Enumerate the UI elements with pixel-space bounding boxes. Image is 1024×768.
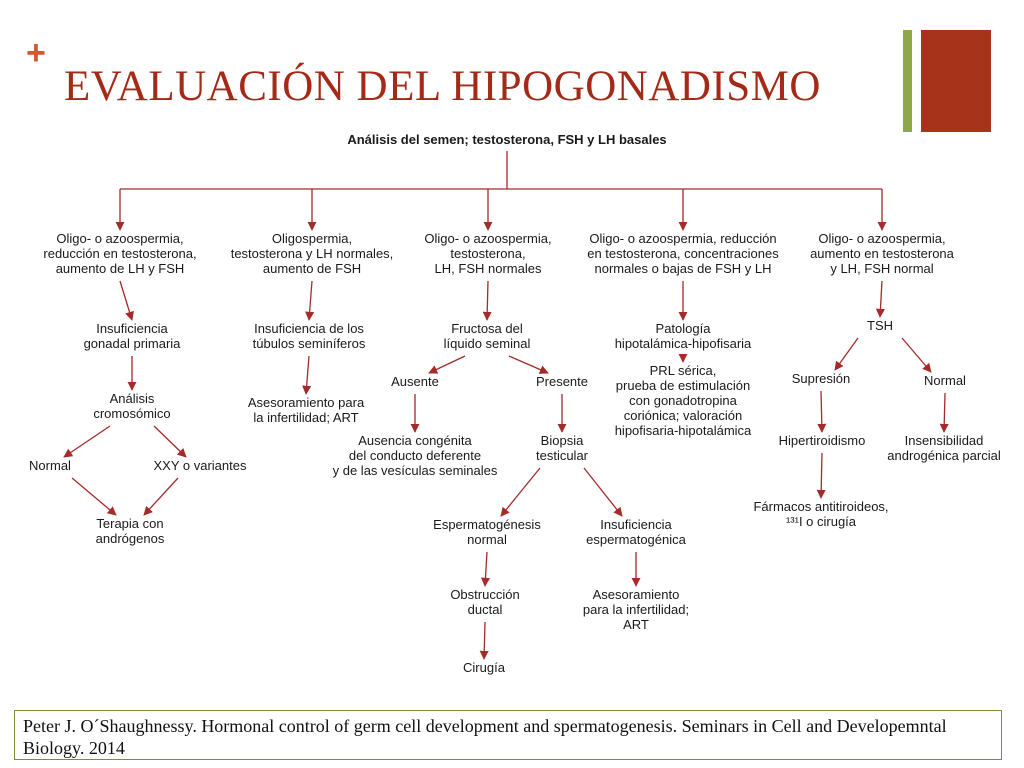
flow-node-c2-a bbox=[253, 321, 366, 351]
flow-node-c1-a bbox=[84, 321, 182, 351]
flow-edge-c3_biopsia-to-c3_insuf bbox=[584, 468, 622, 516]
flow-node-text: XXY o variantes bbox=[153, 458, 247, 473]
flow-node-c3-biopsia bbox=[536, 433, 589, 463]
flow-node-c5-supr bbox=[792, 371, 851, 386]
citation-box: Peter J. O´Shaughnessy. Hormonal control of germ cell development and spermatogenesis. Seminars in Cell and Developemntal Biology. 2014 bbox=[14, 710, 1002, 760]
flow-node-c2-b bbox=[248, 395, 365, 425]
flow-node-c5-insens bbox=[887, 433, 1001, 463]
flow-node-text: y LH, FSH normal bbox=[830, 261, 934, 276]
flow-node-text: ART bbox=[623, 617, 649, 632]
flow-node-c3 bbox=[424, 231, 551, 276]
flow-node-c5-normal bbox=[924, 373, 966, 388]
flow-node-text: Oligo- o azoospermia, bbox=[818, 231, 946, 246]
flow-node-text: Normal bbox=[924, 373, 966, 388]
flow-node-text: Oligospermia, bbox=[271, 231, 353, 246]
flow-node-text: Insuficiencia de los bbox=[254, 321, 364, 336]
flow-node-c5-hiper bbox=[779, 433, 866, 448]
flow-node-c1-xxy bbox=[154, 458, 247, 473]
flow-node-text: ductal bbox=[467, 602, 503, 617]
flow-edge-c1_b-to-c1_normal bbox=[64, 426, 110, 457]
flow-node-text: Terapia con bbox=[96, 516, 164, 531]
flow-node-text: para la infertilidad; bbox=[582, 602, 690, 617]
flow-edge-c5_supr-to-c5_hiper bbox=[821, 391, 822, 432]
flow-node-text: Fármacos antitiroideos, bbox=[753, 499, 889, 514]
flow-node-c3-asesor bbox=[583, 587, 689, 632]
flow-edge-c5_hiper-to-c5_farm bbox=[821, 453, 822, 498]
flow-node-text: Insuficiencia bbox=[600, 517, 672, 532]
flow-edge-c3_a-to-c3_presente bbox=[509, 356, 548, 373]
flow-node-c3-aus-res bbox=[333, 433, 498, 478]
flow-node-text: PRL sérica, bbox=[649, 363, 717, 378]
flow-node-c4-a bbox=[615, 321, 752, 351]
flow-node-c1-b bbox=[93, 391, 170, 421]
flow-node-text: Obstrucción bbox=[450, 587, 520, 602]
flow-node-c3-insuf bbox=[586, 517, 686, 547]
flow-node-text: túbulos seminíferos bbox=[252, 336, 366, 351]
flow-edge-c3_obstr-to-c3_cirugia bbox=[484, 622, 485, 659]
flow-node-text: aumento de FSH bbox=[262, 261, 362, 276]
flow-node-text: en testosterona, concentraciones bbox=[587, 246, 779, 261]
flow-edge-c1_b-to-c1_xxy bbox=[154, 426, 186, 457]
flow-node-text: Asesoramiento para bbox=[247, 395, 365, 410]
flow-node-text: prueba de estimulación bbox=[615, 378, 751, 393]
flow-node-text: Cirugía bbox=[463, 660, 505, 675]
flow-node-c1-normal bbox=[29, 458, 71, 473]
flow-edge-c1_normal-to-c1_terapia bbox=[72, 478, 116, 515]
flow-node-c3-presente bbox=[536, 374, 588, 389]
flow-node-text: líquido seminal bbox=[443, 336, 531, 351]
flow-node-text: Supresión bbox=[791, 371, 851, 386]
flow-node-text: hipotalámica-hipofisaria bbox=[614, 336, 752, 351]
plus-icon: + bbox=[26, 34, 46, 72]
flow-node-text: TSH bbox=[867, 318, 893, 333]
flow-node-c4 bbox=[587, 231, 779, 276]
flow-node-text: Insuficiencia bbox=[96, 321, 168, 336]
flow-node-c1-terapia bbox=[96, 516, 165, 546]
flow-node-c5 bbox=[810, 231, 955, 276]
flow-edge-c3_biopsia-to-c3_esperm bbox=[501, 468, 540, 516]
flow-node-text: Ausencia congénita bbox=[358, 433, 472, 448]
flow-node-text: Insensibilidad bbox=[904, 433, 984, 448]
flow-node-text: androgénica parcial bbox=[887, 448, 1001, 463]
flow-node-text: Oligo- o azoospermia, bbox=[56, 231, 184, 246]
slide-title: EVALUACIÓN DEL HIPOGONADISMO bbox=[64, 63, 821, 110]
flow-node-text: coriónica; valoración bbox=[623, 408, 743, 423]
flow-node-text: con gonadotropina bbox=[629, 393, 737, 408]
flow-edge-c3_esperm-to-c3_obstr bbox=[485, 552, 487, 586]
flow-node-text: Análisis del semen; testosterona, FSH y LH basales bbox=[347, 132, 667, 147]
flow-node-text: testosterona y LH normales, bbox=[230, 246, 394, 261]
flow-edge-c5_tsh-to-c5_supr bbox=[835, 338, 858, 370]
flow-node-text: Biopsia bbox=[540, 433, 584, 448]
flow-node-c1 bbox=[43, 231, 196, 276]
flow-node-text: aumento de LH y FSH bbox=[55, 261, 185, 276]
flow-node-text: ¹³¹I o cirugía bbox=[785, 514, 857, 529]
flow-node-c3-esperm bbox=[433, 517, 541, 547]
flow-node-c4-b bbox=[615, 363, 752, 438]
flow-edge-c1-to-c1_a bbox=[120, 281, 132, 320]
flow-node-text: gonadal primaria bbox=[83, 336, 181, 351]
flow-edge-c3-to-c3_a bbox=[487, 281, 488, 320]
flow-node-text: Ausente bbox=[391, 374, 439, 389]
flow-node-root bbox=[347, 132, 666, 147]
flow-node-text: Normal bbox=[29, 458, 71, 473]
flow-node-text: Presente bbox=[535, 374, 589, 389]
flow-node-text: Fructosa del bbox=[451, 321, 523, 336]
flow-edge-c5-to-c5_tsh bbox=[880, 281, 882, 317]
flow-node-text: andrógenos bbox=[95, 531, 165, 546]
flow-node-c3-obstr bbox=[450, 587, 519, 617]
flow-node-text: normales o bajas de FSH y LH bbox=[594, 261, 772, 276]
flow-node-text: del conducto deferente bbox=[348, 448, 482, 463]
flow-node-c5-farm bbox=[753, 499, 888, 529]
flow-node-text: normal bbox=[467, 532, 507, 547]
flowchart-nodes bbox=[29, 132, 1001, 675]
flow-edge-c5_normal-to-c5_insens bbox=[944, 393, 945, 432]
flow-node-text: Análisis bbox=[109, 391, 155, 406]
flow-node-c2 bbox=[231, 231, 394, 276]
flow-node-text: cromosómico bbox=[93, 406, 171, 421]
flow-node-text: Asesoramiento bbox=[592, 587, 680, 602]
flow-node-text: Hipertiroidismo bbox=[778, 433, 866, 448]
flow-node-text: Oligo- o azoospermia, reducción bbox=[589, 231, 777, 246]
flow-node-text: LH, FSH normales bbox=[434, 261, 542, 276]
flow-node-c3-a bbox=[444, 321, 531, 351]
flow-node-text: testicular bbox=[535, 448, 589, 463]
flow-node-c3-ausente bbox=[391, 374, 439, 389]
flow-edge-c3_a-to-c3_ausente bbox=[429, 356, 465, 373]
flow-node-text: espermatogénica bbox=[586, 532, 686, 547]
flowchart-edges bbox=[64, 151, 945, 659]
flow-node-text: la infertilidad; ART bbox=[253, 410, 359, 425]
flow-node-text: testosterona, bbox=[450, 246, 526, 261]
flow-edge-c5_tsh-to-c5_normal bbox=[902, 338, 931, 372]
flow-node-text: y de las vesículas seminales bbox=[332, 463, 498, 478]
flow-node-text: Espermatogénesis bbox=[433, 517, 541, 532]
flow-node-text: Patología bbox=[655, 321, 711, 336]
flow-node-text: reducción en testosterona, bbox=[43, 246, 197, 261]
flow-node-text: aumento en testosterona bbox=[810, 246, 954, 261]
flow-node-text: hipofisaria-hipotalámica bbox=[614, 423, 752, 438]
flow-node-c5-tsh bbox=[867, 318, 893, 333]
flow-node-text: Oligo- o azoospermia, bbox=[424, 231, 552, 246]
flow-node-c3-cirugia bbox=[463, 660, 506, 675]
flow-edge-c2_a-to-c2_b bbox=[306, 356, 309, 394]
flow-edge-c1_xxy-to-c1_terapia bbox=[144, 478, 178, 515]
flow-edge-c2-to-c2_a bbox=[309, 281, 312, 320]
